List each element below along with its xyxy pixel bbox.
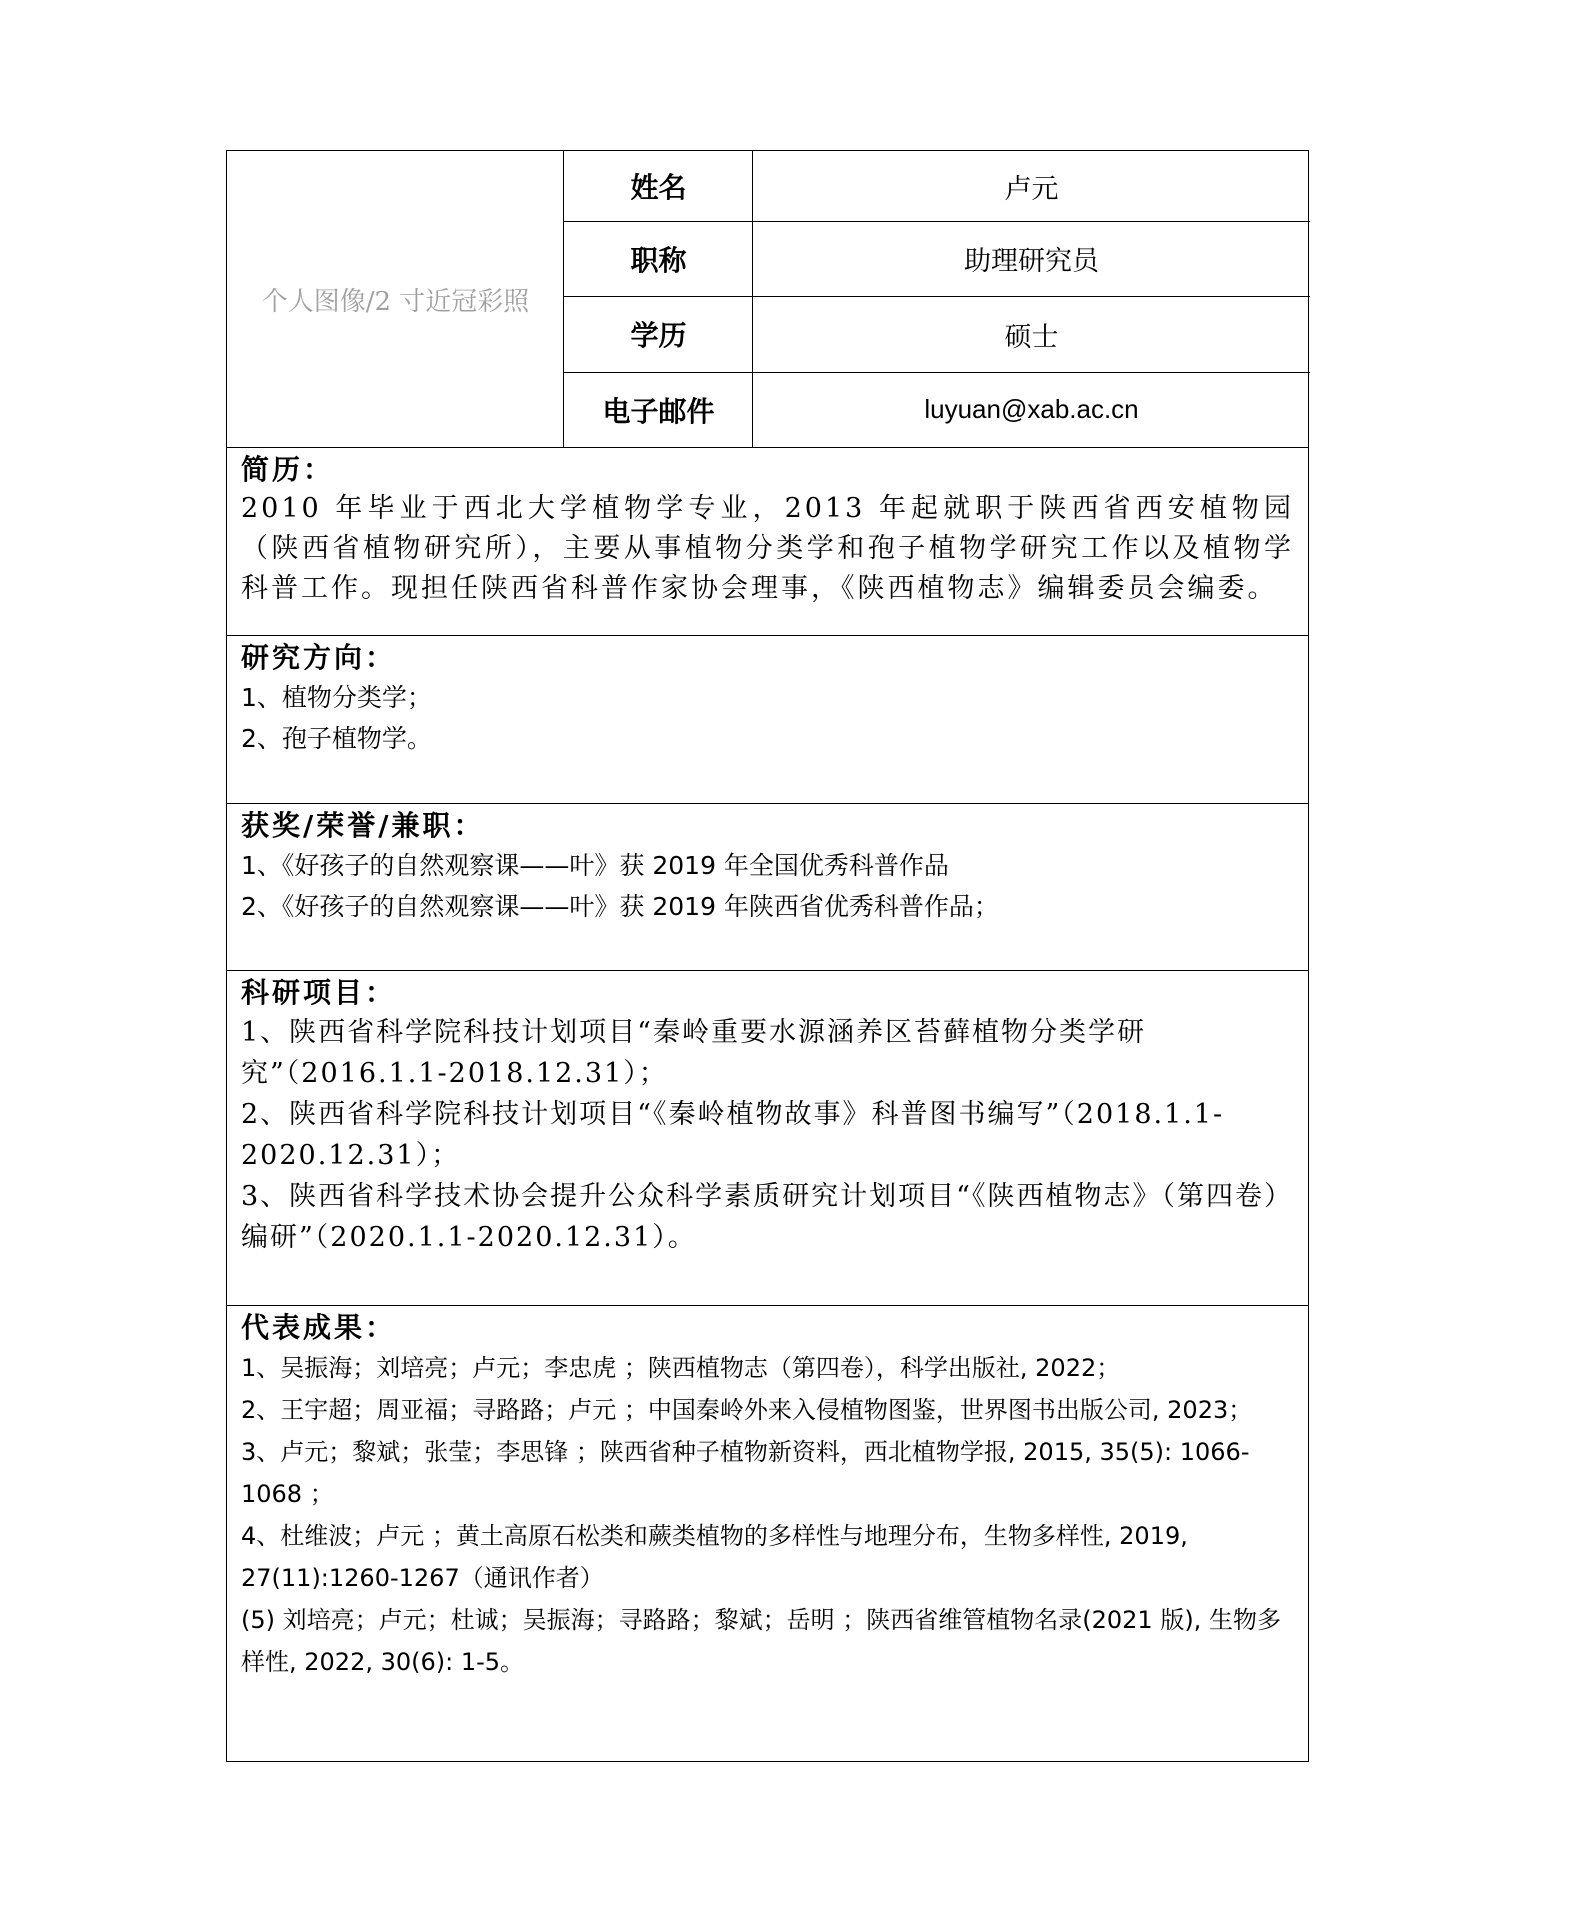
research-title: 研究方向：	[241, 641, 397, 674]
result-item: 3、卢元；黎斌；张莹；李思锋 ；陕西省种子植物新资料，西北植物学报, 2015, 35(5): 1066-1068 ；	[241, 1438, 1250, 1508]
resume-text: 2010 年毕业于西北大学植物学专业，2013 年起就职于陕西省西安植物园（陕西省植物研究所），主要从事植物分类学和孢子植物学研究工作以及植物学科普工作。现担任陕西省科普作家协会理事，《陕西植物志》编辑委员会编委。	[241, 493, 1294, 604]
project-item: 1、陕西省科学院科技计划项目“秦岭重要水源涵养区苔藓植物分类学研究”（2016.1.1-2018.12.31）；	[241, 1017, 1146, 1089]
title-label: 职称	[630, 243, 687, 277]
photo-placeholder: 个人图像/2 寸近冠彩照	[261, 286, 530, 317]
project-item: 3、陕西省科学技术协会提升公众科学素质研究计划项目“《陕西植物志》（第四卷）编研”（2020.1.1-2020.12.31）。	[241, 1181, 1293, 1253]
name-label: 姓名	[630, 171, 687, 204]
name-value: 卢元	[1004, 173, 1059, 205]
education-value: 硕士	[1004, 321, 1059, 353]
results-title: 代表成果：	[241, 1311, 397, 1344]
email-value: luyuan@xab.ac.cn	[924, 394, 1139, 424]
resume-title: 简历：	[241, 453, 335, 486]
awards-section	[227, 803, 1308, 970]
research-section	[227, 635, 1308, 803]
research-item: 2、孢子植物学。	[241, 724, 432, 753]
result-item: (5) 刘培亮；卢元；杜诚；吴振海；寻路路；黎斌；岳明 ；陕西省维管植物名录(2021 版), 生物多样性, 2022, 30(6): 1-5。	[241, 1606, 1281, 1676]
results-section	[227, 1305, 1308, 1761]
result-item: 2、王宇超；周亚福；寻路路；卢元 ；中国秦岭外来入侵植物图鉴，世界图书出版公司, 2023；	[241, 1396, 1253, 1424]
resume-section	[227, 447, 1308, 635]
result-item: 4、杜维波；卢元 ；黄土高原石松类和蕨类植物的多样性与地理分布，生物多样性, 2019, 27(11):1260-1267（通讯作者）	[241, 1522, 1188, 1592]
research-item: 1、植物分类学；	[241, 683, 432, 712]
education-label: 学历	[630, 319, 687, 352]
award-item: 1、《好孩子的自然观察课——叶》获 2019 年全国优秀科普作品	[241, 851, 949, 880]
result-item: 1、吴振海；刘培亮；卢元；李忠虎 ；陕西植物志（第四卷），科学出版社, 2022；	[241, 1354, 1121, 1382]
projects-section	[227, 970, 1308, 1305]
projects-title: 科研项目：	[241, 976, 397, 1009]
profile-table	[226, 150, 1309, 1762]
email-label: 电子邮件	[602, 394, 715, 428]
project-item: 2、陕西省科学院科技计划项目“《秦岭植物故事》科普图书编写”（2018.1.1-2020.12.31）；	[241, 1099, 1225, 1171]
awards-title: 获奖/荣誉/兼职：	[241, 809, 485, 842]
award-item: 2、《好孩子的自然观察课——叶》获 2019 年陕西省优秀科普作品；	[241, 892, 999, 921]
title-value: 助理研究员	[964, 246, 1099, 277]
